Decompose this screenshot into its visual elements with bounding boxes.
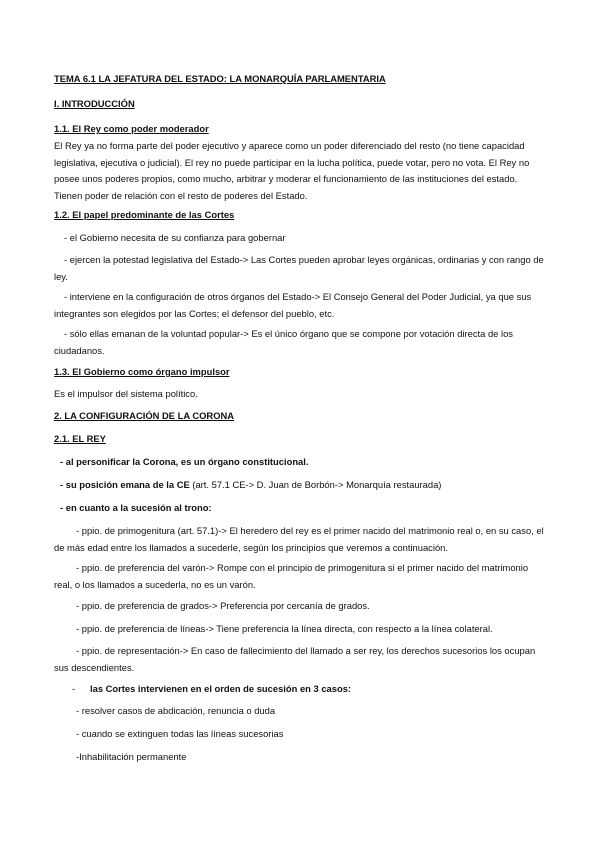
succession-principle: - ppio. de preferencia de líneas-> Tiene preferencia la línea directa, con respecto a la línea colateral. — [76, 623, 493, 634]
section-1-1-paragraph: El Rey ya no forma parte del poder ejecutivo y aparece como un poder diferenciado del resto (no tiene capacidad legislativa, ejecutiva o judicial). El rey no puede participar en la lucha política, puede votar, pero no vota. El Rey no posee unos poderes propios, como mucho, arbitrar y moderar el funcionamiento de las instituciones del estado. Tienen poder de relación con el resto de poderes del Estado. — [54, 140, 530, 201]
cortes-succession-case: - resolver casos de abdicación, renuncia o duda — [76, 705, 276, 716]
section-1-heading: I. INTRODUCCIÓN — [54, 98, 135, 109]
cortes-succession-case: - cuando se extinguen todas las líneas sucesorias — [76, 728, 284, 739]
succession-principle: - ppio. de preferencia del varón-> Rompe con el principio de primogenitura si el primer nacido del matrimonio real, o los llamados a sucederla, no es un varón. — [54, 562, 529, 590]
succession-principle: - ppio. de primogenitura (art. 57.1)-> El heredero del rey es el primer nacido del matrimonio real o, en su caso, el de más edad entre los llamados a sucederle, según los principios que veremos a continuación. — [54, 525, 544, 553]
king-point-constitution-bold: - su posición emana de la CE — [60, 479, 190, 490]
king-point-constitution — [60, 476, 554, 493]
cortes-succession-heading: las Cortes intervienen en el orden de sucesión en 3 casos: — [90, 683, 352, 694]
king-point-succession: - en cuanto a la sucesión al trono: — [60, 502, 212, 513]
section-1-3-heading: 1.3. El Gobierno como órgano impulsor — [54, 366, 230, 377]
cortes-succession-dash: - — [72, 683, 76, 694]
section-2-heading: 2. LA CONFIGURACIÓN DE LA CORONA — [54, 410, 235, 421]
succession-principle: - ppio. de representación-> En caso de fallecimiento del llamado a ser rey, los derechos sucesorios los ocupan sus descendientes. — [54, 645, 536, 673]
cortes-succession-case: -Inhabilitación permanente — [76, 751, 187, 762]
section-2-1-heading: 2.1. EL REY — [54, 433, 106, 444]
king-point-organ: - al personificar la Corona, es un órgano constitucional. — [60, 456, 309, 467]
cortes-role-item: - interviene en la configuración de otros órganos del Estado-> El Consejo General del Poder Judicial, ya que sus integrantes son elegidos por las Cortes; el defensor del pueblo, etc. — [54, 291, 532, 319]
document-title: TEMA 6.1 LA JEFATURA DEL ESTADO: LA MONARQUÍA PARLAMENTARIA — [54, 73, 386, 84]
cortes-role-item: - sólo ellas emanan de la voluntad popular-> Es el único órgano que se compone por votación directa de los ciudadanos. — [54, 328, 513, 356]
succession-principle: - ppio. de preferencia de grados-> Preferencia por cercanía de grados. — [76, 600, 370, 611]
section-1-2-heading: 1.2. El papel predominante de las Cortes — [54, 209, 235, 220]
cortes-role-item: - ejercen la potestad legislativa del Estado-> Las Cortes pueden aprobar leyes orgánicas, ordinarias y con rango de ley. — [54, 254, 544, 282]
king-point-constitution-rest: (art. 57.1 CE-> D. Juan de Borbón-> Monarquía restaurada) — [189, 479, 442, 490]
section-1-1-heading: 1.1. El Rey como poder moderador — [54, 123, 209, 134]
cortes-role-item: - el Gobierno necesita de su confianza para gobernar — [64, 232, 286, 243]
section-1-3-text: Es el impulsor del sistema político. — [54, 388, 198, 399]
